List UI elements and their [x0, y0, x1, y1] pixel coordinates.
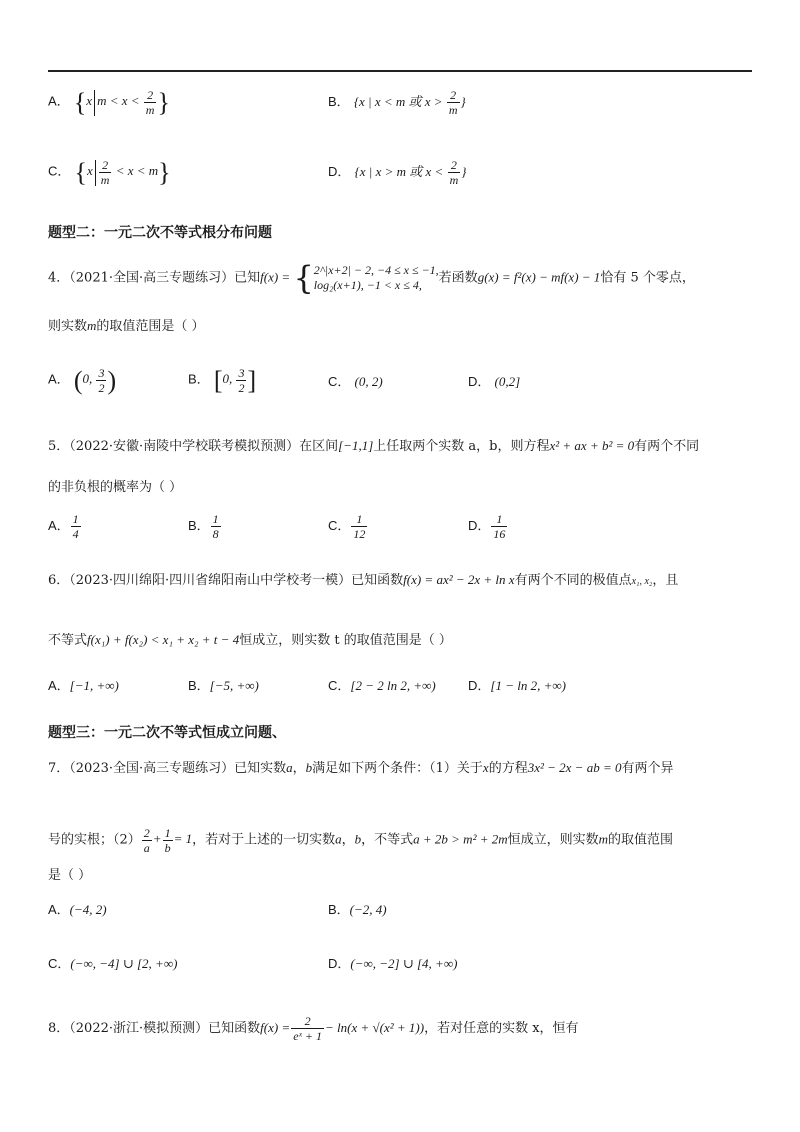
question-7-line-3: 是（ ） — [48, 868, 92, 883]
section-heading-3: 题型三：一元二次不等式恒成立问题、 — [48, 725, 286, 741]
question-4-line-2: 则实数m的取值范围是（ ） — [48, 318, 205, 334]
question-5-line-1: 5．（2022·安徽·南陵中学校联考模拟预测）在区间[−1,1]上任取两个实数 a，b，则方程x² + ax + b² = 0有两个不同 — [48, 438, 700, 454]
q7-option-a[interactable]: A．(−4, 2) — [48, 902, 107, 917]
question-7-line-1: 7．（2023·全国·高三专题练习）已知实数a，b满足如下两个条件：（1）关于x的方程3x² − 2x − ab = 0有两个异 — [48, 760, 674, 776]
q7-option-d[interactable]: D．(−∞, −2] ∪ [4, +∞) — [328, 956, 458, 971]
header-rule — [48, 70, 752, 72]
q6-option-d[interactable]: D．[1 − ln 2, +∞) — [468, 678, 566, 693]
q5-option-a[interactable]: A． $\frac{1}{4}$ — [48, 512, 79, 541]
q6-option-c[interactable]: C．[2 − 2 ln 2, +∞) — [328, 678, 436, 693]
q5-option-b[interactable]: B． $\frac{1}{8}$ — [188, 512, 219, 541]
q3-option-d[interactable]: D． {x | x > m 或 x < $\frac{2}{m}$ } — [328, 158, 467, 187]
question-8-line-1: 8．（2022·浙江·模拟预测）已知函数f(x) = $\frac{2}{\text{eˣ + 1}}$ − ln(x + √(x² + 1))，若对任意的实数 x，恒有 — [48, 1014, 579, 1043]
q7-option-c[interactable]: C．(−∞, −4] ∪ [2, +∞) — [48, 956, 178, 971]
q3-option-a[interactable]: A． {x m < x < $\frac{2}{m}$ } — [48, 87, 170, 117]
question-6-line-2: 不等式f(x₁) + f(x₂) < x₁ + x₂ + t − 4恒成立，则实数 t 的取值范围是（ ） — [48, 632, 452, 648]
q4-option-d[interactable]: D． (0,2] — [468, 374, 521, 389]
q7-option-b[interactable]: B．(−2, 4) — [328, 902, 387, 917]
q4-option-a[interactable]: A． (0, $\frac{3}{2}$ ) — [48, 365, 117, 395]
q6-option-b[interactable]: B．[−5, +∞) — [188, 678, 259, 693]
question-4-line-1: 4．（2021·全国·高三专题练习）已知f(x) = {2^|x+2| − 2, −4 ≤ x ≤ −1, log₂(x+1), −1 < x ≤ 4, 若函数g(x) = f²(x) − mf(x) − 1恰有 5 个零点， — [48, 259, 695, 297]
q5-option-d[interactable]: D． $\frac{1}{16}$ — [468, 512, 506, 541]
question-6-line-1: 6．（2023·四川绵阳·四川省绵阳南山中学校考一模）已知函数f(x) = ax² − 2x + ln x有两个不同的极值点x₁, x₂，且 — [48, 572, 679, 588]
q4-option-c[interactable]: C． (0, 2) — [328, 374, 383, 389]
q5-option-c[interactable]: C． $\frac{1}{12}$ — [328, 512, 366, 541]
question-5-line-2: 的非负根的概率为（ ） — [48, 480, 183, 495]
section-heading-2: 题型二：一元二次不等式根分布问题 — [48, 225, 272, 241]
q4-option-b[interactable]: B． [0, $\frac{3}{2}$ ] — [188, 365, 257, 395]
q6-option-a[interactable]: A．[−1, +∞) — [48, 678, 119, 693]
q3-option-c[interactable]: C． {x $\frac{2}{m}$ < x < m} — [48, 157, 171, 187]
q3-option-b[interactable]: B． {x | x < m 或 x > $\frac{2}{m}$ } — [328, 88, 466, 117]
question-7-line-2: 号的实根；（2） $\frac{2}{a}$ + $\frac{1}{b}$ = 1，若对于上述的一切实数a，b，不等式a + 2b > m² + 2m恒成立，则实数m的取值范围 — [48, 826, 674, 855]
